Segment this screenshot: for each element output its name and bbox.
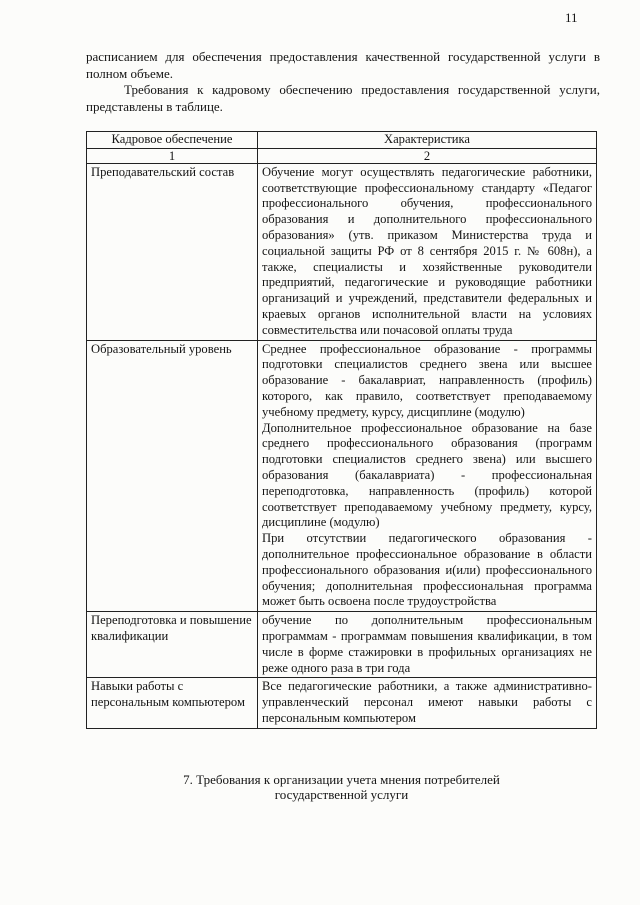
page-number: 11: [565, 10, 578, 25]
intro-paragraph-1: расписанием для обеспечения предоставления качественной государственной услуги в полном объеме.: [86, 49, 600, 81]
table-row: [87, 340, 597, 612]
staffing-table: [86, 131, 597, 729]
column-number-1: 1: [87, 148, 258, 163]
row-paragraph: При отсутствии педагогического образования - дополнительное профессиональное образование в области профессионального образования и(или) профессионального обучения; дополнительная профессиональная программа может быть освоена после трудоустройства: [262, 531, 592, 609]
section-heading-line-1: 7. Требования к организации учета мнения потребителей: [183, 772, 500, 787]
table-row: [87, 163, 597, 340]
row-text: [258, 612, 597, 678]
column-number-row: [87, 148, 597, 163]
row-label: Навыки работы с персональным компьютером: [87, 678, 258, 728]
section-heading-line-2: государственной услуги: [274, 787, 409, 802]
row-label: Переподготовка и повышение квалификации: [87, 612, 258, 678]
row-paragraph: Обучение могут осуществлять педагогические работники, соответствующие профессиональному стандарту «Педагог профессионального обучения, профессионального образования и дополнительного профессионального образования» (утв. приказом Министерства труда и социальной защиты РФ от 8 сентября 2015 г. № 608н), а также, специалисты и хозяйственные руководители предприятий, педагогические и руководящие работники организаций и учреждений, представители федеральных и краевых органов исполнительной власти на условиях совместительства или почасовой оплаты труда: [262, 164, 592, 337]
row-label: Образовательный уровень: [87, 340, 258, 612]
header-characteristic: Характеристика: [258, 132, 597, 149]
row-paragraph: Среднее профессиональное образование - программы подготовки специалистов среднего звена или высшее образование - бакалавриат, направленность (профиль) которого, как правило, соответствует преподаваемому учебному предмету, курсу, дисциплине (модулю): [262, 341, 592, 419]
intro-text: [86, 49, 600, 115]
table-header-row: [87, 132, 597, 149]
row-paragraph: Дополнительное профессиональное образование на базе среднего профессионального образования (программ подготовки специалистов среднего звена) или высшего образования (бакалавриата) - профессиональная переподготовка, направленность (профиль) которой соответствует преподаваемому учебному предмету, курсу, дисциплине (модулю): [262, 420, 592, 530]
column-number-2: 2: [258, 148, 597, 163]
section-heading: [86, 772, 597, 802]
intro-paragraph-2: Требования к кадровому обеспечению предоставления государственной услуги, представлены в таблице.: [86, 82, 600, 114]
row-label: Преподавательский состав: [87, 163, 258, 340]
row-text: [258, 678, 597, 728]
header-staffing: Кадровое обеспечение: [87, 132, 258, 149]
row-text: [258, 340, 597, 612]
table-row: [87, 678, 597, 728]
table-row: [87, 612, 597, 678]
row-text: [258, 163, 597, 340]
row-paragraph: обучение по дополнительным профессиональным программам - программам повышения квалификации, в том числе в форме стажировки в профильных организациях не реже одного раза в три года: [262, 613, 592, 675]
row-paragraph: Все педагогические работники, а также административно-управленческий персонал имеют навыки работы с персональным компьютером: [262, 679, 592, 725]
